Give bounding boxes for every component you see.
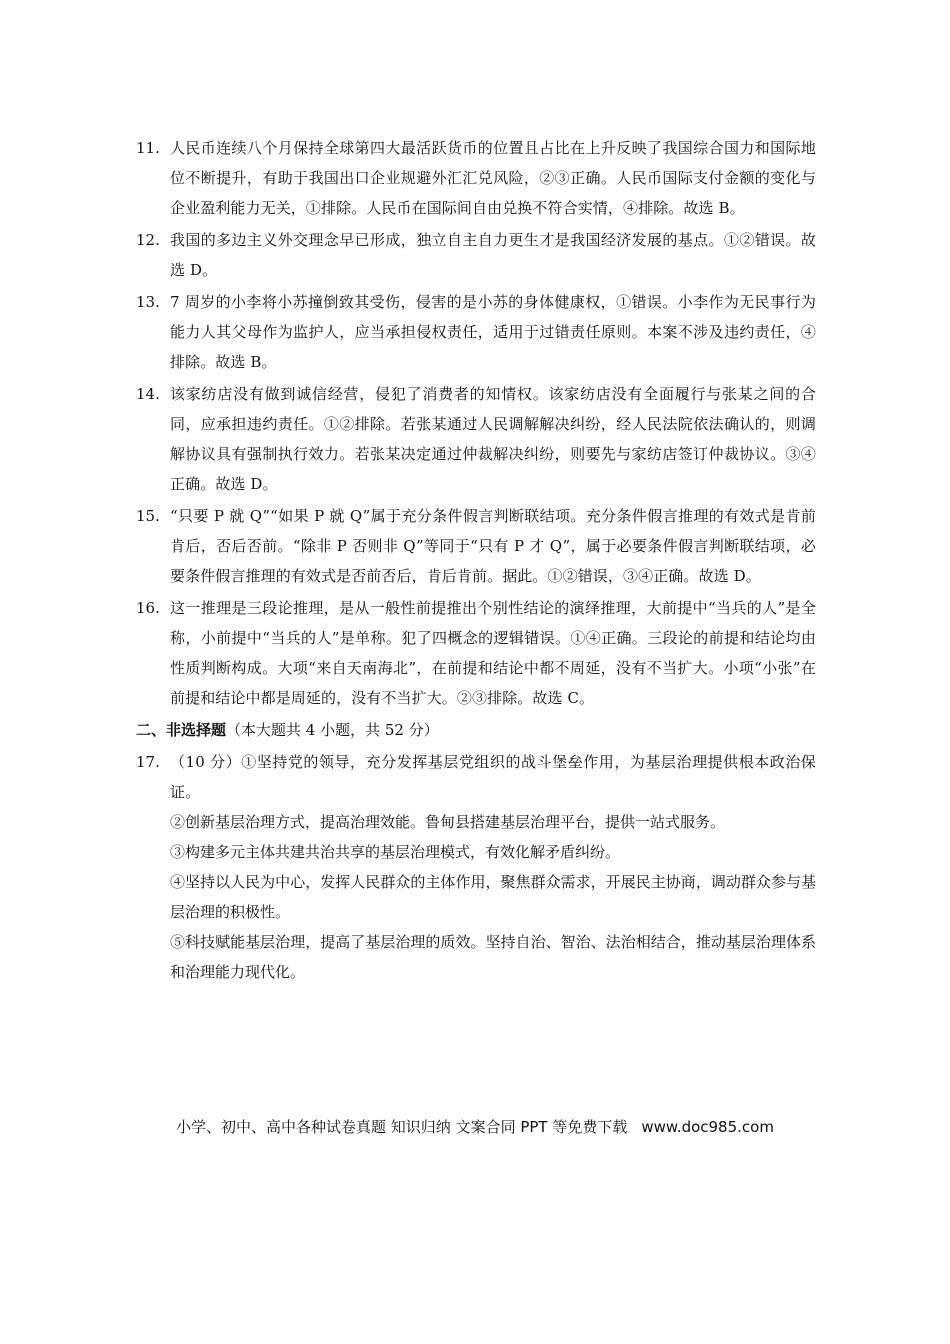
section-title: 二、非选择题 <box>136 721 227 739</box>
footer-url[interactable]: www.doc985.com <box>641 1118 774 1136</box>
question-number: 11. <box>136 139 160 157</box>
answer-content <box>136 133 816 989</box>
answer-item-17 <box>136 747 816 987</box>
answer-item-11 <box>136 133 816 223</box>
answer-point: ④坚持以人民为中心，发挥人民群众的主体作用，聚焦群众需求，开展民主协商，调动群众参与基层治理的积极性。 <box>170 873 816 921</box>
section-heading <box>136 715 816 745</box>
question-number: 16. <box>136 599 160 617</box>
question-number: 12. <box>136 231 160 249</box>
answer-item-16 <box>136 593 816 713</box>
answer-item-12 <box>136 225 816 285</box>
page-footer <box>0 1112 950 1142</box>
section-note: （本大题共 4 小题，共 52 分） <box>226 721 439 739</box>
answer-text: 该家纺店没有做到诚信经营，侵犯了消费者的知情权。该家纺店没有全面履行与张某之间的合同，应承担违约责任。①②排除。若张某通过人民调解解决纠纷，经人民法院依法确认的，则调解协议具有强制执行效力。若张某决定通过仲裁解决纠纷，则要先与家纺店签订仲裁协议。③④正确。故选 D。 <box>170 385 816 493</box>
answer-item-13 <box>136 287 816 377</box>
answer-text: （10 分）①坚持党的领导，充分发挥基层党组织的战斗堡垒作用，为基层治理提供根本政治保证。 <box>170 753 816 801</box>
question-number: 15. <box>136 507 160 525</box>
answer-text: 7 周岁的小李将小苏撞倒致其受伤，侵害的是小苏的身体健康权，①错误。小李作为无民事行为能力人其父母作为监护人，应当承担侵权责任，适用于过错责任原则。本案不涉及违约责任，④排除。故选 B。 <box>170 293 816 371</box>
answer-item-14 <box>136 379 816 499</box>
answer-point: ②创新基层治理方式，提高治理效能。鲁甸县搭建基层治理平台，提供一站式服务。 <box>170 813 726 831</box>
question-number: 14. <box>136 385 160 403</box>
footer-text: 小学、初中、高中各种试卷真题 知识归纳 文案合同 PPT 等免费下载 <box>176 1118 628 1136</box>
answer-text: “只要 P 就 Q”“如果 P 就 Q”属于充分条件假言判断联结项。充分条件假言推理的有效式是肯前肯后，否后否前。“除非 P 否则非 Q”等同于“只有 P 才 Q”，属于必要条件假言判断联结项，必要条件假言推理的有效式是否前否后，肯后肯前。据此。①②错误，③④正确。故选 D。 <box>170 507 816 585</box>
answer-item-15 <box>136 501 816 591</box>
answer-text: 人民币连续八个月保持全球第四大最活跃货币的位置且占比在上升反映了我国综合国力和国际地位不断提升，有助于我国出口企业规避外汇汇兑风险，②③正确。人民币国际支付金额的变化与企业盈利能力无关，①排除。人民币在国际间自由兑换不符合实情，④排除。故选 B。 <box>170 139 816 217</box>
answer-text: 这一推理是三段论推理，是从一般性前提推出个别性结论的演绎推理，大前提中“当兵的人”是全称，小前提中“当兵的人”是单称。犯了四概念的逻辑错误。①④正确。三段论的前提和结论均由性质判断构成。大项“来自天南海北”，在前提和结论中都不周延，没有不当扩大。小项“小张”在前提和结论中都是周延的，没有不当扩大。②③排除。故选 C。 <box>170 599 816 707</box>
answer-point: ⑤科技赋能基层治理，提高了基层治理的质效。坚持自治、智治、法治相结合，推动基层治理体系和治理能力现代化。 <box>170 933 816 981</box>
question-number: 17. <box>136 753 160 771</box>
answer-point: ③构建多元主体共建共治共享的基层治理模式，有效化解矛盾纠纷。 <box>170 843 621 861</box>
question-number: 13. <box>136 293 160 311</box>
answer-text: 我国的多边主义外交理念早已形成，独立自主自力更生才是我国经济发展的基点。①②错误。故选 D。 <box>170 231 816 279</box>
